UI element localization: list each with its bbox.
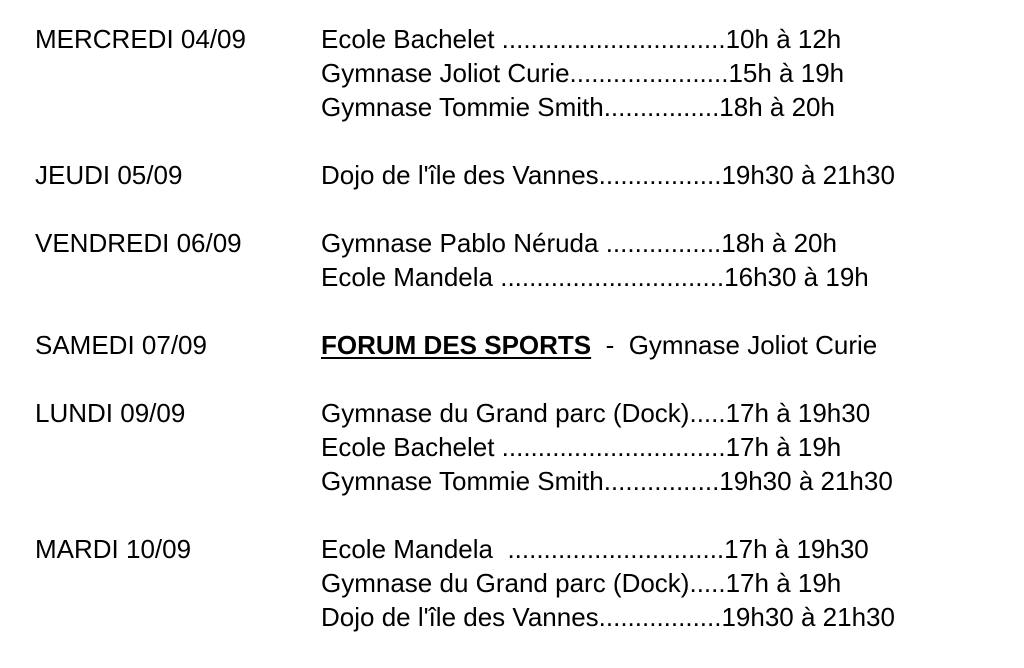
schedule-entry: Gymnase Pablo Néruda ................18h à 20h bbox=[321, 228, 837, 258]
day-label: JEUDI 05/09 bbox=[35, 160, 183, 190]
schedule-entry: Dojo de l'île des Vannes.................19h30 à 21h30 bbox=[321, 160, 895, 190]
forum-location: Gymnase Joliot Curie bbox=[628, 330, 878, 360]
schedule bbox=[35, 22, 1015, 668]
schedule-entry: Gymnase Tommie Smith................19h30 à 21h30 bbox=[321, 466, 893, 496]
schedule-entry: Gymnase Joliot Curie......................15h à 19h bbox=[321, 58, 845, 88]
day-block-vendredi bbox=[35, 226, 1015, 294]
schedule-entry: Gymnase du Grand parc (Dock).....17h à 19h30 bbox=[321, 398, 871, 428]
schedule-entry: Gymnase du Grand parc (Dock).....17h à 19h bbox=[321, 568, 842, 598]
entry-list bbox=[321, 396, 1015, 498]
schedule-entry: Ecole Mandela ...............................16h30 à 19h bbox=[321, 262, 869, 292]
forum-line bbox=[321, 328, 1015, 362]
schedule-entry: Gymnase Tommie Smith................18h à 20h bbox=[321, 92, 835, 122]
day-label: LUNDI 09/09 bbox=[35, 398, 186, 428]
day-label: SAMEDI 07/09 bbox=[35, 330, 207, 360]
forum-title: FORUM DES SPORTS bbox=[321, 330, 592, 360]
entry-list bbox=[321, 532, 1015, 634]
entry-list bbox=[321, 158, 1015, 192]
day-block-jeudi bbox=[35, 158, 1015, 192]
schedule-entry: Ecole Bachelet ...............................10h à 12h bbox=[321, 24, 842, 54]
day-block-lundi bbox=[35, 396, 1015, 498]
day-block-mardi bbox=[35, 532, 1015, 634]
day-label: MERCREDI 04/09 bbox=[35, 24, 246, 54]
schedule-entry: Dojo de l'île des Vannes.................19h30 à 21h30 bbox=[321, 602, 895, 632]
entry-list bbox=[321, 22, 1015, 124]
schedule-entry: Ecole Mandela ..............................17h à 19h30 bbox=[321, 534, 869, 564]
day-label: VENDREDI 06/09 bbox=[35, 228, 242, 258]
schedule-entry: Ecole Bachelet ...............................17h à 19h bbox=[321, 432, 842, 462]
entry-list bbox=[321, 226, 1015, 294]
day-block-mercredi bbox=[35, 22, 1015, 124]
forum-separator: - bbox=[591, 330, 629, 360]
day-block-samedi bbox=[35, 328, 1015, 362]
day-label: MARDI 10/09 bbox=[35, 534, 192, 564]
